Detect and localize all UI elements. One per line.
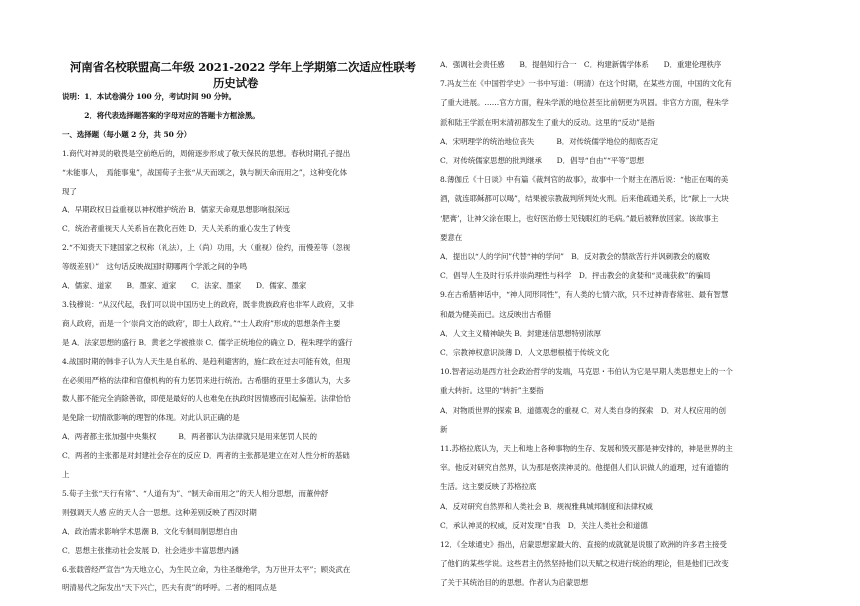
right-text-line: 7.冯友兰在《中国哲学史》一书中写道：（明清）在这个时期，在某些方面，中国的文化有 (440, 79, 732, 89)
left-text-line: 等级差别）” 这句话反映战国时期哪两个学派之间的争鸣 (62, 262, 247, 272)
left-text-line: A．政治需求影响学术思潮 B．文化专制局制思想自由 (62, 526, 238, 536)
left-text-line: 在必须用严格的法律和官僚机构的有力惩罚来进行统治。古希腊的亚里士多德认为，大多 (62, 375, 351, 385)
left-text-line: 明清易代之际发出“天下兴亡，匹夫有责”的呼呼。二者的相同点是 (62, 583, 277, 593)
right-text-line: A．强调社会责任感 B．提倡知行合一 C．构建新儒学体系 D．重建伦理秩序 (440, 60, 722, 69)
left-text-line: 现了 (62, 186, 77, 196)
left-text-line: A．早期政权日益重视以神权维护统治 B．儒家天命观思想影响很深远 (62, 205, 290, 215)
right-text-line: A．提出以“人的学问”代替“神的学问” B．反对教会的禁欲苦行并讽刺教会的腐败 (440, 252, 710, 261)
right-text-line: 了重大进展。……官方方面，程朱学派的地位甚至比前朝更为巩固。非官方方面，程朱学 (440, 98, 729, 108)
left-text-line: 2．将代表选择题答案的字母对应的答题卡方框涂黑。 (62, 110, 260, 120)
right-text-line: C．对传统儒家思想的批判继承 D．倡导“自由”“平等”思想 (440, 156, 645, 165)
left-text-line: “未能事人， 焉能事鬼”，战国荀子主张“从天而颂之，孰与制天命而用之”，这种变化体 (62, 167, 347, 177)
left-text-line: 一、选择题（每小题 2 分，共 50 分） (62, 129, 191, 139)
right-text-line: 宰。他反对研究自然界，认为那是亵渎神灵的。他提倡人们认识做人的道理，过有道德的 (440, 463, 729, 473)
left-text-line: 商人政府，而是一个‘崇尚文治的政府’，即士人政府。”“士人政府”形成的思想条件主要 (62, 318, 341, 328)
right-text-line: 11.苏格拉底认为，天上和地上各种事物的生存、发展和毁灭都是神安排的，神是世界的主 (440, 444, 733, 453)
right-text-line: 8.薄伽丘《十日谈》中有篇《裁判官的故事》，故事中一个财主在酒后说：“他正在喝的美 (440, 175, 729, 185)
left-text-line: 说明：1．本试卷满分 100 分，考试时间 90 分钟。 (62, 92, 236, 101)
left-text-line: 6.张载曾经严宣告“为天地立心，为生民立命，为往圣继绝学，为万世开太平”；顾炎武在 (62, 564, 351, 574)
right-text-line: C．宗教神权意识淡薄 D．人文思想根植于传统文化 (440, 348, 610, 357)
left-text-line: 5.荀子主张“天行有常”、“人道有为”、“制天命而用之”的天人相分思想，而董仲舒 (62, 488, 329, 498)
left-text-line: C．统治者重视天人关系旨在教化百姓 D．天人关系的重心发生了转变 (62, 224, 291, 234)
left-text-line: 上 (62, 470, 70, 479)
right-text-line: A．对物质世界的探索 B．道德观念的重视 C．对人类自身的探索 D．对人权应用的创 (440, 405, 726, 415)
right-text-line: 重大转折。这里的“转折”主要指 (440, 386, 544, 396)
left-text-line: 则强调天人感 应的天人合一思想。这种差别反映了西汉时期 (62, 507, 257, 517)
left-text-line: A．儒家、道家 B．墨家、道家 C．法家、墨家 D．儒家、墨家 (62, 281, 307, 290)
left-text-line: 2.“不知赍天下建国家之权称（礼法），上（尚）功用，大（重视）俭约，而慢差等（忽视 (62, 243, 351, 253)
left-text-line: A．两者都主张加强中央集权 B．两者都认为法律就只是用来惩罚人民的 (62, 432, 317, 442)
right-text-line: C．承认神灵的权威，反对发现“自我 D．关注人类社会和道德 (440, 520, 648, 530)
left-text-line: 是 A．法家思想的盛行 B．黄老之学被推崇 C．儒学正统地位的确立 D．程朱理学的盛行 (62, 337, 353, 347)
right-text-line: ‘肥膏’，让神父涂在眼上，也好医治修士见钱眼红的毛病。”最后被释放回家。该故事主 (440, 213, 719, 223)
left-text-line: 数人都不能完全消除善欲，即使是最好的人也难免在执政时因情感而引起偏差。法律恰恰 (62, 394, 351, 404)
right-text-line: 酒，就连耶稣都可以喝”，结果被宗教裁判所判处火刑。后来他疏通关系，比“献上一大块 (440, 194, 729, 204)
left-text-line: 3.钱穆说：“从汉代起，我们可以说中国历史上的政府，既非贵族政府也非军人政府，又非 (62, 299, 354, 309)
right-text-line: 10.智者运动是西方社会政治哲学的发端，马克思・韦伯认为它是早期人类思想史上的一个 (440, 367, 733, 377)
right-text-line: 12．《全球通史》指出，启蒙思想家最大的、直接的成就就是说服了欧洲的许多君主接受 (440, 540, 727, 549)
right-text-line: 了关于其统治目的的思想。作者认为启蒙思想 (440, 578, 588, 588)
left-text-line: 1.商代对神灵的敬畏是空前绝后的，周俯逐步形成了敬天保民的思想。春秋时期孔子提出 (62, 148, 351, 158)
right-text-line: A．宋明理学的统治地位丧失 B．对传统儒学地位的彻底否定 (440, 136, 658, 146)
right-text-line: 了他们的某些学说。这些君主仍然坚持他们以天赋之权进行统治的理论，但是他们已改变 (440, 559, 729, 569)
right-text-line: C．倡导人生及时行乐并崇尚理性与科学 D．抨击教会的贪婪和“灵魂获救”的骗局 (440, 271, 711, 281)
right-text-line: 生活。这主要反映了苏格拉底 (440, 482, 537, 492)
right-text-line: 新 (440, 424, 448, 434)
right-text-line: A．反对研究自然界和人类社会 B．规视雅典城邦制度和法律权威 (440, 501, 653, 511)
exam-title-line2: 历史试卷 (213, 76, 259, 90)
exam-title-line1: 河南省名校联盟高二年级 2021-2022 学年上学期第二次适应性联考 (70, 60, 416, 74)
left-text-line: 是免除一切情欲影响的理智的体现。对此认识正确的是 (62, 413, 240, 423)
right-text-line: 和最为健美而已。这反映出古希腊 (440, 309, 551, 319)
right-text-line: 派和陆王学派在明末清初都发生了重大的反动。这里的“反动”是指 (440, 117, 655, 127)
left-text-line: C．思想主张推动社会发展 D．社会进步丰富思想内涵 (62, 545, 239, 555)
right-text-line: 要意在 (440, 232, 463, 242)
left-text-line: C．两者的主张都是对封建社会存在的反应 D．两者的主张都是建立在对人性分析的基础 (62, 451, 350, 461)
right-text-line: 9.在古希腊神话中，“神人同形同性”，有人类的七情六欲，只不过神青春常驻、最有智慧 (440, 290, 729, 300)
left-text-line: 4.战国时期的韩非子认为人天生是自私的、是趋利避害的，施仁政在过去可能有效，但现 (62, 356, 351, 366)
right-text-line: A．人文主义精神缺失 B．封建迷信思想特别浓厚 (440, 328, 602, 338)
